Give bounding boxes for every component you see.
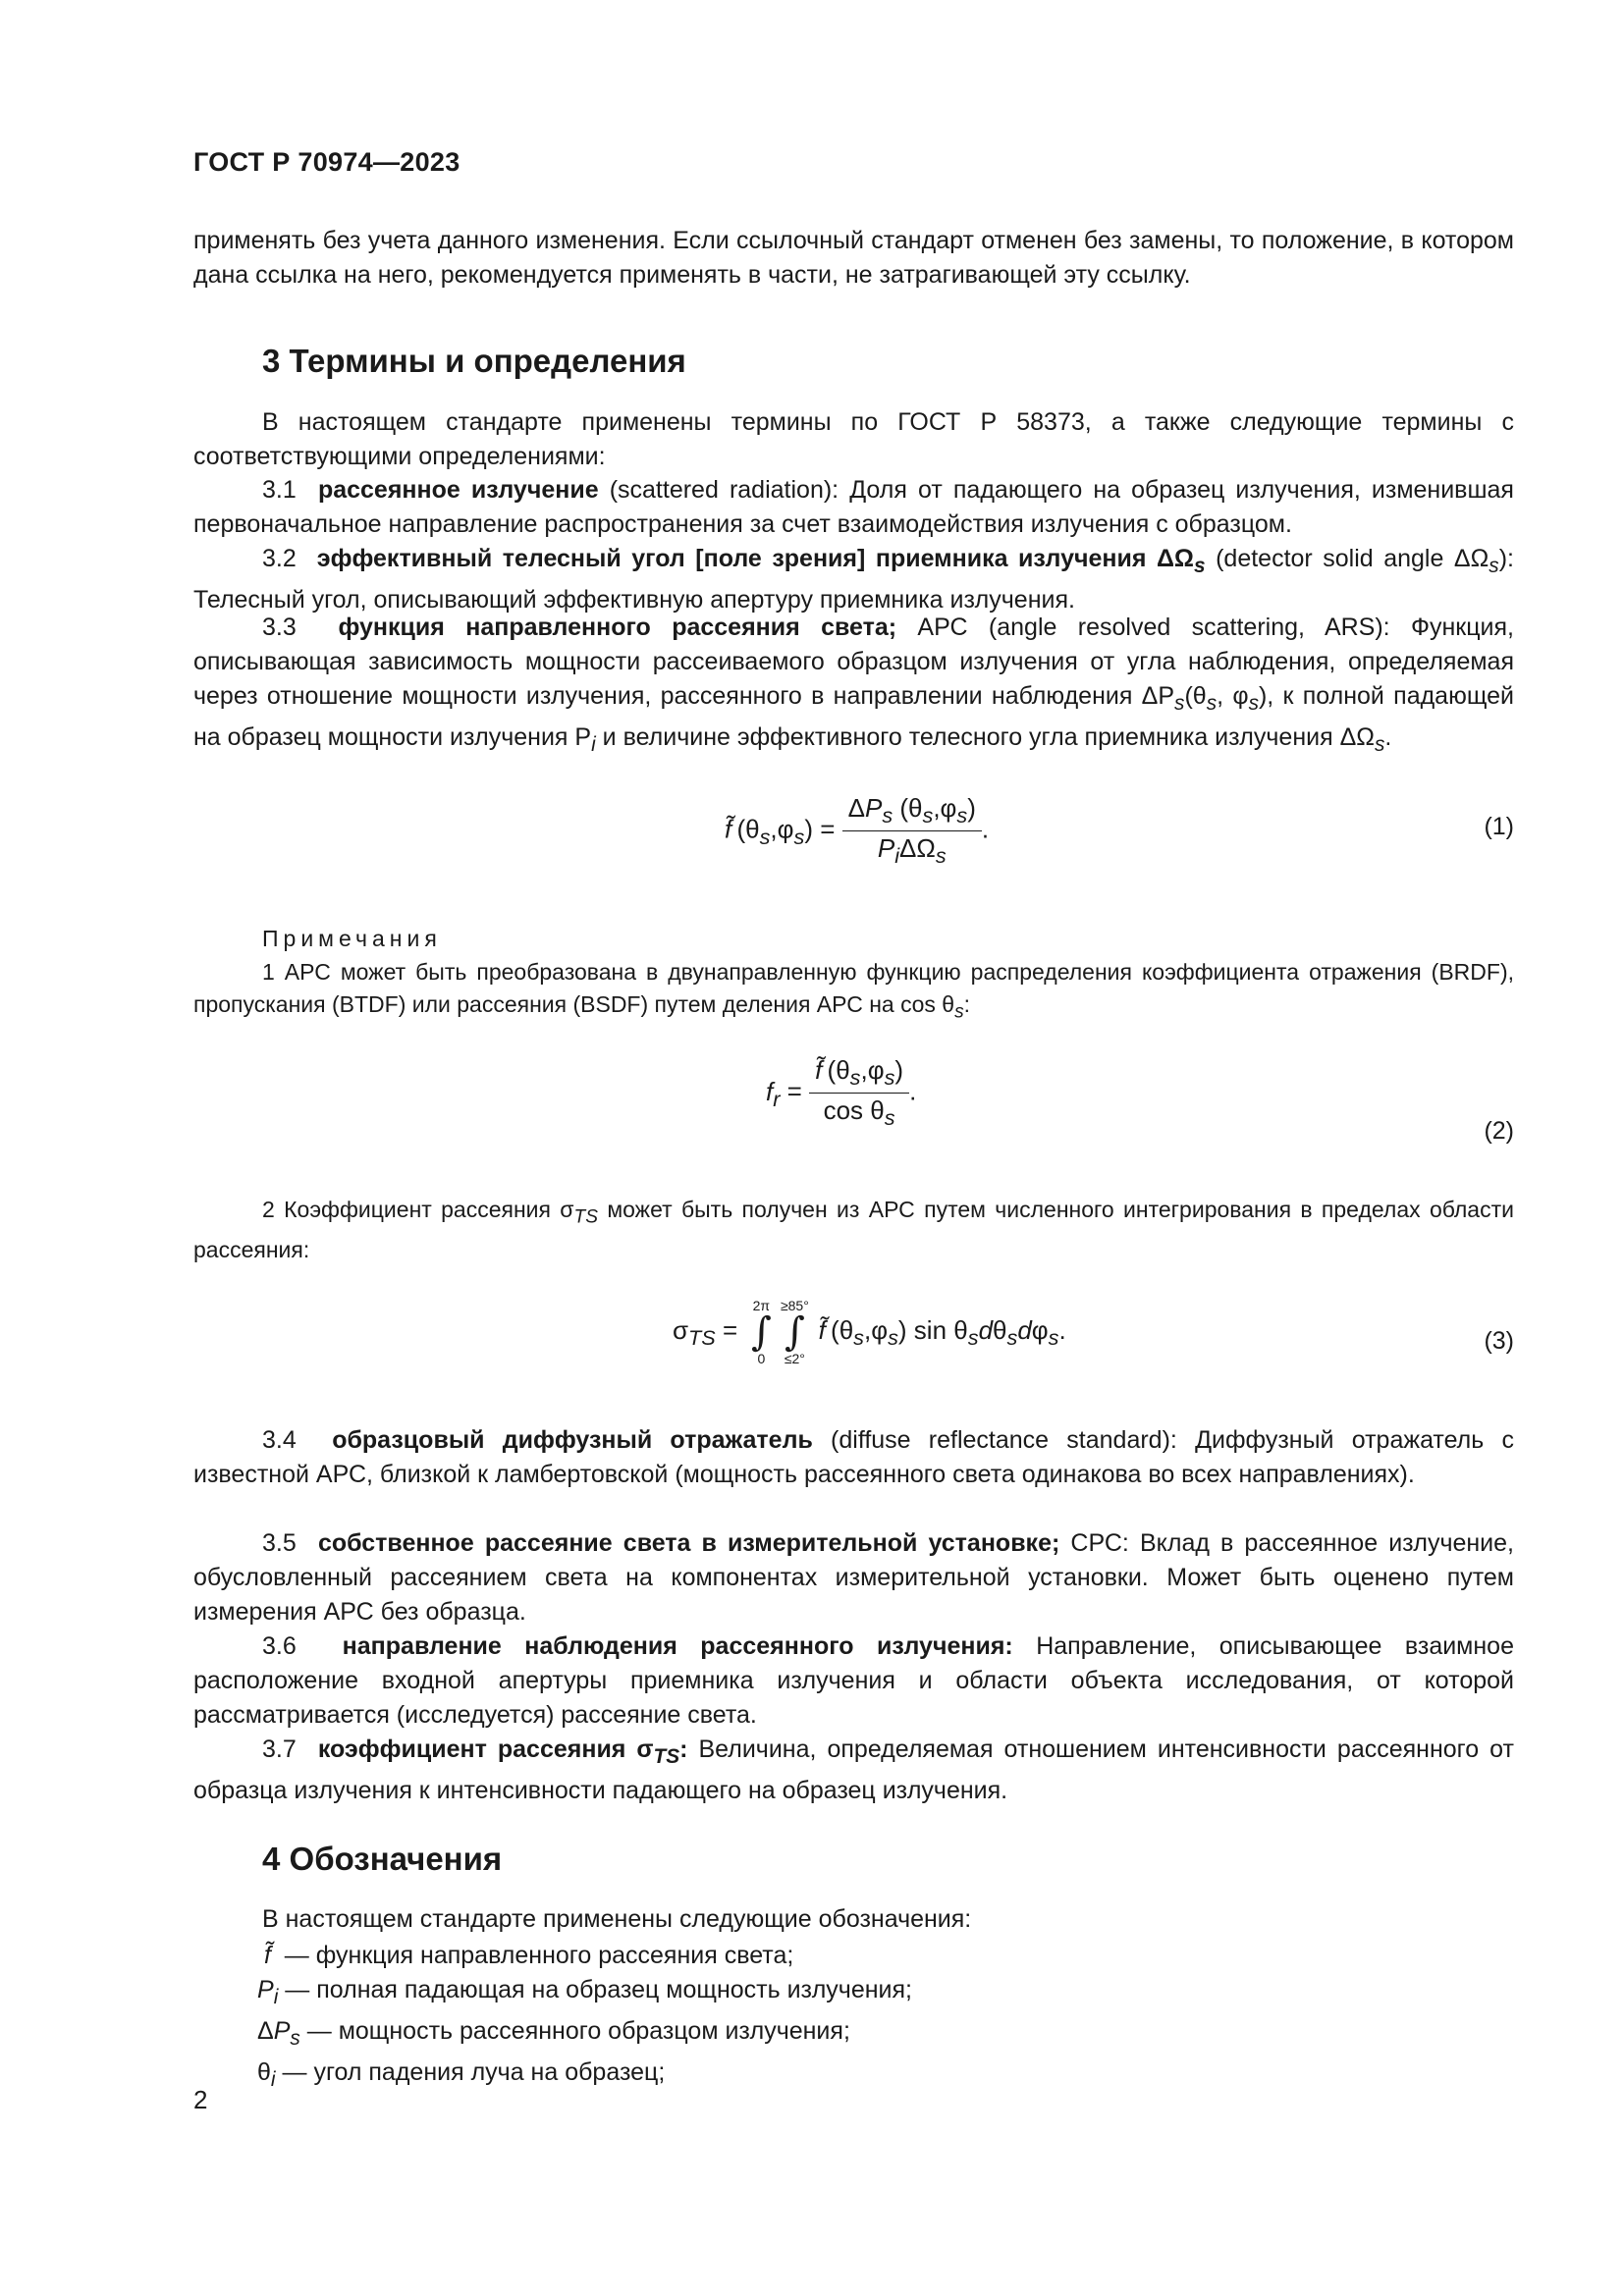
term-3-7-term: коэффициент рассеяния σ bbox=[317, 1735, 654, 1763]
section-4-title: 4 Обозначения bbox=[262, 1841, 503, 1877]
term-3-3-sub-s3: s bbox=[1248, 692, 1259, 715]
formula-3-outer-integral: 2π ∫ 0 bbox=[750, 1298, 772, 1366]
note-2-text-b: может быть получен из АРС путем численного интегрирования в пределах области рассеяния: bbox=[193, 1197, 1514, 1262]
symbols-list bbox=[257, 1939, 912, 2097]
term-3-3-term: функция направленного рассеяния света; bbox=[338, 614, 897, 641]
intro-paragraph: применять без учета данного изменения. Если ссылочный стандарт отменен без замены, то положение, в котором дана ссылка на него, рекомендуется применять в части, не затрагивающей эту ссылку. bbox=[193, 227, 1514, 289]
formula-3: $\sigma_{TS}$ = 2π ∫ 0 ≥85° ∫ ≤2° f̃ $(\theta_s,\varphi_s)$ $\sin \theta_sd\theta_sd\varphi_s$. bbox=[673, 1298, 1066, 1366]
term-3-2-def-b: ): Телесный угол, описывающий эффективную апертуру приемника излучения. bbox=[193, 545, 1514, 614]
term-3-3-def-d: ), к полной падающей на образец мощности излучения P bbox=[193, 682, 1514, 751]
term-3-2-num: 3.2 bbox=[262, 545, 297, 572]
term-3-5 bbox=[193, 1526, 1514, 1629]
notes-label: Примечания bbox=[262, 926, 442, 951]
term-3-6-num: 3.6 bbox=[262, 1632, 297, 1660]
term-3-7-colon: : bbox=[679, 1735, 688, 1763]
note-1-colon: : bbox=[963, 991, 971, 1017]
term-3-5-term: собственное рассеяние света в измерительной установке; bbox=[317, 1529, 1060, 1557]
term-3-3-def-a: АРС (angle resolved scattering, ARS): Функция, описывающая зависимость мощности рассеиваемого образцом излучения от угла наблюдения, определяемая через отношение мощности излучения, рассеянного в направлении наблюдения ΔP bbox=[193, 614, 1514, 710]
note-2-sub: TS bbox=[573, 1206, 598, 1228]
term-3-3-sub-s1: s bbox=[1174, 692, 1185, 715]
term-3-2-term-sub: s bbox=[1193, 555, 1206, 577]
term-3-5-definition: СРС: Вклад в рассеянное излучение, обусловленный рассеянием света на компонентах измерительной установки. Может быть оценено путем измерения АРС без образца. bbox=[193, 1529, 1514, 1626]
note-1-sub: s bbox=[954, 1001, 964, 1023]
term-3-1-num: 3.1 bbox=[262, 476, 297, 504]
term-3-3-sub-s4: s bbox=[1374, 733, 1385, 756]
term-3-2-term: эффективный телесный угол [поле зрения] приемника излучения ΔΩ bbox=[316, 545, 1194, 572]
note-1-text: 1 АРС может быть преобразована в двунаправленную функцию распределения коэффициента отражения (BRDF), пропускания (BTDF) или рассеяния (BSDF) путем деления АРС на cos θ bbox=[193, 959, 1514, 1017]
term-3-3-def-e: и величине эффективного телесного угла приемника излучения ΔΩ bbox=[595, 723, 1375, 751]
symbol-item: $\Delta P_s$ — мощность рассеянного образцом излучения; bbox=[257, 2017, 850, 2050]
term-3-1-definition: (scattered radiation): Доля от падающего на образец излучения, изменившая первоначальное направление распространения за счет взаимодействия излучения с образцом. bbox=[193, 476, 1514, 538]
term-3-6-definition: Направление, описывающее взаимное расположение входной апертуры приемника излучения и области объекта исследования, от которой рассматривается (исследуется) рассеяние света. bbox=[193, 1632, 1514, 1729]
term-3-1 bbox=[193, 473, 1514, 542]
term-3-6-term: направление наблюдения рассеянного излучения: bbox=[342, 1632, 1013, 1660]
formula-2: $f_r$ = $\frac{f̃ (\theta_s,\varphi_s)}{\cos \theta_s}$ . bbox=[766, 1055, 917, 1131]
symbol-item: f̃ — функция направленного рассеяния света; bbox=[257, 1942, 794, 1969]
term-3-3-sub-i: i bbox=[591, 733, 596, 756]
formula-1-fraction: $\frac{\Delta P_s (\theta_s,\varphi_s)}{P_i\Delta\Omega_s}$ bbox=[842, 793, 982, 869]
term-3-2 bbox=[193, 542, 1514, 617]
document-header: ГОСТ Р 70974—2023 bbox=[193, 147, 460, 177]
note-2-text-a: 2 Коэффициент рассеяния σ bbox=[262, 1197, 574, 1222]
formula-3-inner-integral: ≥85° ∫ ≤2° bbox=[780, 1298, 809, 1366]
term-3-7-num: 3.7 bbox=[262, 1735, 297, 1763]
term-3-2-def-sub: s bbox=[1489, 555, 1499, 577]
page-number: 2 bbox=[193, 2085, 208, 2114]
term-3-3-def-b: (θ bbox=[1184, 682, 1207, 710]
term-3-5-num: 3.5 bbox=[262, 1529, 297, 1557]
symbol-item: $P_i$ — полная падающая на образец мощность излучения; bbox=[257, 1976, 912, 2008]
term-3-4-definition: (diffuse reflectance standard): Диффузный отражатель с известной АРС, близкой к ламбертовской (мощность рассеянного света одинакова во всех направлениях). bbox=[193, 1426, 1514, 1488]
term-3-7-sub: TS bbox=[653, 1745, 680, 1768]
term-3-2-def-a: (detector solid angle ΔΩ bbox=[1205, 545, 1489, 572]
formula-1: f̃ $(\theta_s,\varphi_s)$ = $\frac{\Delta P_s (\theta_s,\varphi_s)}{P_i\Delta\Omega_s}$ . bbox=[725, 793, 990, 869]
formula-3-number: (3) bbox=[1484, 1327, 1514, 1355]
section-3-title: 3 Термины и определения bbox=[262, 343, 686, 379]
term-3-4-num: 3.4 bbox=[262, 1426, 297, 1454]
term-3-3 bbox=[193, 611, 1514, 762]
term-3-7-definition: Величина, определяемая отношением интенсивности рассеянного от образца излучения к интенсивности падающего на образец излучения. bbox=[193, 1735, 1514, 1804]
note-1 bbox=[193, 956, 1514, 1029]
formula-1-number: (1) bbox=[1484, 813, 1514, 840]
note-2 bbox=[193, 1194, 1514, 1266]
formula-2-number: (2) bbox=[1484, 1117, 1514, 1145]
term-3-4-term: образцовый диффузный отражатель bbox=[332, 1426, 813, 1454]
term-3-3-def-c: , φ bbox=[1217, 682, 1249, 710]
term-3-3-sub-s2: s bbox=[1206, 692, 1218, 715]
term-3-7 bbox=[193, 1733, 1514, 1808]
section-3-intro: В настоящем стандарте применены термины по ГОСТ Р 58373, а также следующие термины с соответствующими определениями: bbox=[193, 408, 1514, 470]
term-3-3-num: 3.3 bbox=[262, 614, 297, 641]
section-4-intro: В настоящем стандарте применены следующие обозначения: bbox=[262, 1905, 972, 1933]
term-3-3-def-f: . bbox=[1384, 723, 1392, 751]
term-3-6 bbox=[193, 1629, 1514, 1733]
term-3-1-term: рассеянное излучение bbox=[317, 476, 599, 504]
formula-2-fraction: $\frac{f̃ (\theta_s,\varphi_s)}{\cos \theta_s}$ bbox=[809, 1055, 909, 1131]
symbol-item: $\theta_i$ — угол падения луча на образец; bbox=[257, 2058, 666, 2091]
term-3-4 bbox=[193, 1423, 1514, 1492]
